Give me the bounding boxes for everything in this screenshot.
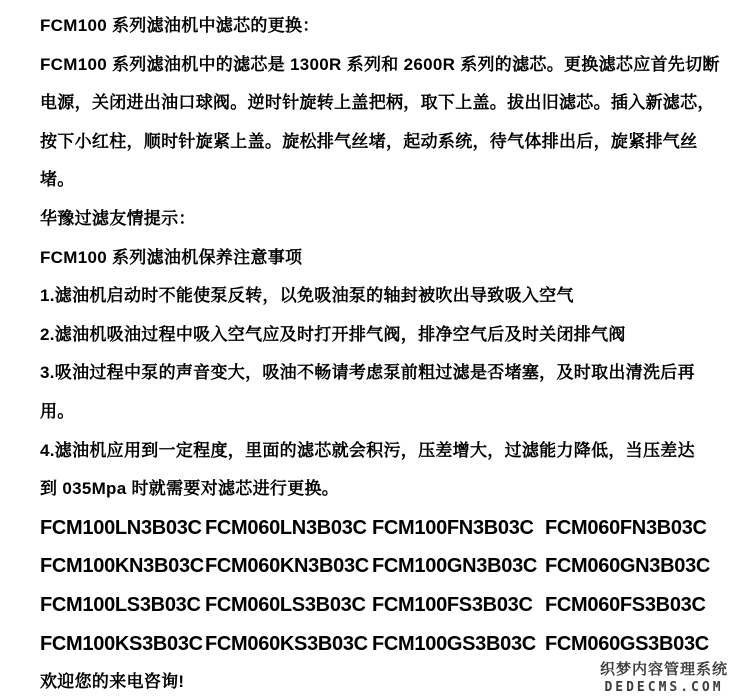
paragraph-line: 按下小红柱，顺时针旋紧上盖。旋松排气丝堵，起动系统，待气体排出后，旋紧排气丝 — [40, 131, 698, 151]
model-cell: FCM060FN3B03C — [545, 516, 707, 539]
model-cell: FCM060GS3B03C — [545, 632, 709, 655]
model-cell: FCM100KN3B03C — [40, 555, 204, 578]
note-line: 4.滤油机应用到一定程度，里面的滤芯就会积污，压差增大，过滤能力降低，当压差达 — [40, 440, 695, 460]
model-cell: FCM100GS3B03C — [372, 632, 536, 655]
doc-title: FCM100 系列滤油机中滤芯的更换： — [40, 16, 320, 35]
note-line: 到 035Mpa 时就需要对滤芯进行更换。 — [40, 479, 340, 499]
model-row — [40, 509, 707, 548]
tips-heading: 华豫过滤友情提示： — [40, 208, 196, 228]
paragraph-line: FCM100 系列滤油机中的滤芯是 1300R 系列和 2600R 系列的滤芯。更换滤芯应首先切断 — [40, 54, 720, 74]
closing-line: 欢迎您的来电咨询! — [40, 672, 185, 692]
model-cell: FCM060GN3B03C — [545, 555, 711, 578]
watermark-cms-domain: DEDECMS.COM — [604, 679, 724, 695]
paragraph-line: 电源，关闭进出油口球阀。逆时针旋转上盖把柄，取下上盖。拔出旧滤芯。插入新滤芯， — [40, 93, 715, 113]
model-cell: FCM060FS3B03C — [545, 593, 706, 616]
model-cell: FCM100GN3B03C — [372, 555, 538, 578]
model-cell: FCM060LS3B03C — [205, 593, 366, 616]
dedecms-watermark — [600, 661, 728, 696]
note-line: 2.滤油机吸油过程中吸入空气应及时打开排气阀，排净空气后及时关闭排气阀 — [40, 324, 626, 344]
note-line: 用。 — [40, 401, 75, 421]
model-cell: FCM100FS3B03C — [372, 593, 533, 616]
model-row — [40, 547, 711, 586]
model-cell: FCM100LS3B03C — [40, 593, 201, 616]
model-cell: FCM060KS3B03C — [205, 632, 368, 655]
paragraph-line: 堵。 — [40, 170, 75, 190]
note-line: 3.吸油过程中泵的声音变大，吸油不畅请考虑泵前粗过滤是否堵塞，及时取出清洗后再 — [40, 363, 695, 383]
watermark-cms-name: 织梦内容管理系统 — [599, 661, 728, 678]
model-cell: FCM100KS3B03C — [40, 632, 203, 655]
model-cell: FCM100LN3B03C — [40, 516, 202, 539]
model-cell: FCM060LN3B03C — [205, 516, 367, 539]
model-cell: FCM100FN3B03C — [372, 516, 534, 539]
model-cell: FCM060KN3B03C — [205, 555, 369, 578]
model-row — [40, 586, 706, 625]
model-row — [40, 625, 709, 664]
maintenance-heading: FCM100 系列滤油机保养注意事项 — [40, 247, 303, 267]
note-line: 1.滤油机启动时不能使泵反转，以免吸油泵的轴封被吹出导致吸入空气 — [40, 286, 574, 306]
